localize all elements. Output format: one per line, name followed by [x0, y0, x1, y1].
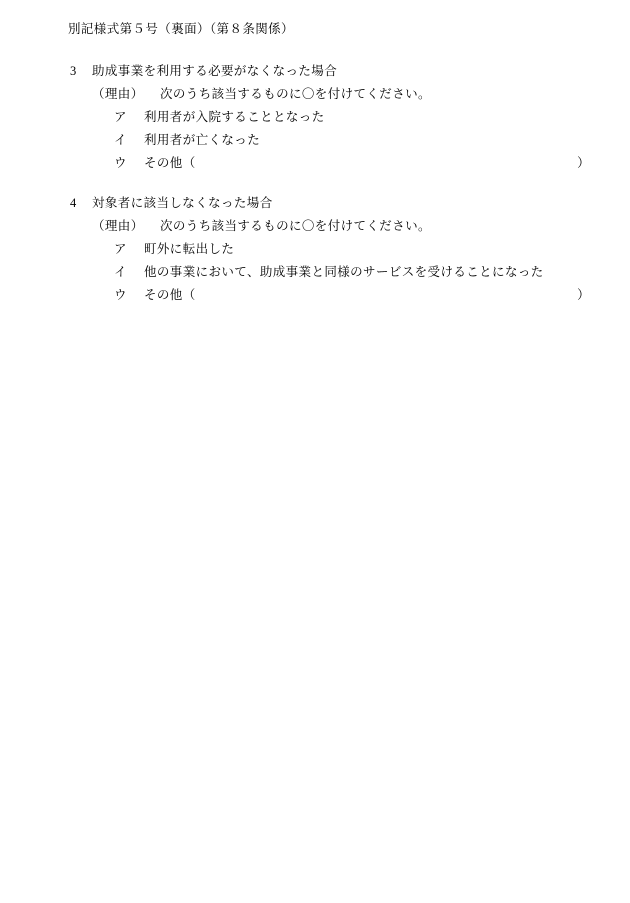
section-4-heading-text: 対象者に該当しなくなった場合 [92, 195, 273, 210]
section-3-choice-u-row [114, 153, 590, 171]
section-3-choice-u[interactable] [114, 153, 590, 171]
document-header: 別記様式第５号（裏面）（第８条関係） [68, 22, 294, 36]
section-4-reason [92, 216, 590, 234]
section-4-number: 4 [70, 195, 77, 210]
section-4-choice-a[interactable] [114, 239, 590, 257]
section-3-choice-a-marker: ア [114, 109, 127, 124]
section-3-choice-a-text: 利用者が入院することとなった [144, 109, 325, 124]
section-4-choice-i-marker: イ [114, 264, 127, 279]
section-4-reason-text: 次のうち該当するものに〇を付けてください。 [160, 218, 431, 233]
section-3-choice-i[interactable] [114, 130, 590, 148]
section-3-number: 3 [70, 63, 77, 78]
section-3-choice-u-marker: ウ [114, 155, 127, 170]
section-4-choice-u-row [114, 285, 590, 303]
section-4-choice-a-text: 町外に転出した [144, 241, 235, 256]
section-4 [40, 193, 590, 303]
section-3-choice-a[interactable] [114, 107, 590, 125]
section-4-choice-i[interactable] [114, 262, 590, 280]
section-4-choice-a-marker: ア [114, 241, 127, 256]
section-4-choice-u-close-paren: ） [577, 287, 590, 302]
section-3-reason-label: （理由） [92, 86, 144, 101]
section-4-reason-label: （理由） [92, 218, 144, 233]
section-4-choice-u[interactable] [114, 285, 590, 303]
section-4-choice-u-text: その他（ [144, 287, 196, 302]
section-3-title [70, 61, 590, 79]
section-4-choice-u-marker: ウ [114, 287, 127, 302]
section-3 [40, 61, 590, 171]
section-3-reason-text: 次のうち該当するものに〇を付けてください。 [160, 86, 431, 101]
section-3-choice-i-text: 利用者が亡くなった [144, 132, 261, 147]
section-3-choice-i-marker: イ [114, 132, 127, 147]
section-4-title [70, 193, 590, 211]
section-3-choice-u-text: その他（ [144, 155, 196, 170]
section-3-reason [92, 84, 590, 102]
section-3-heading-text: 助成事業を利用する必要がなくなった場合 [92, 63, 338, 78]
section-3-choice-u-close-paren: ） [577, 155, 590, 170]
section-4-choice-i-text: 他の事業において、助成事業と同様のサービスを受けることになった [144, 264, 544, 279]
